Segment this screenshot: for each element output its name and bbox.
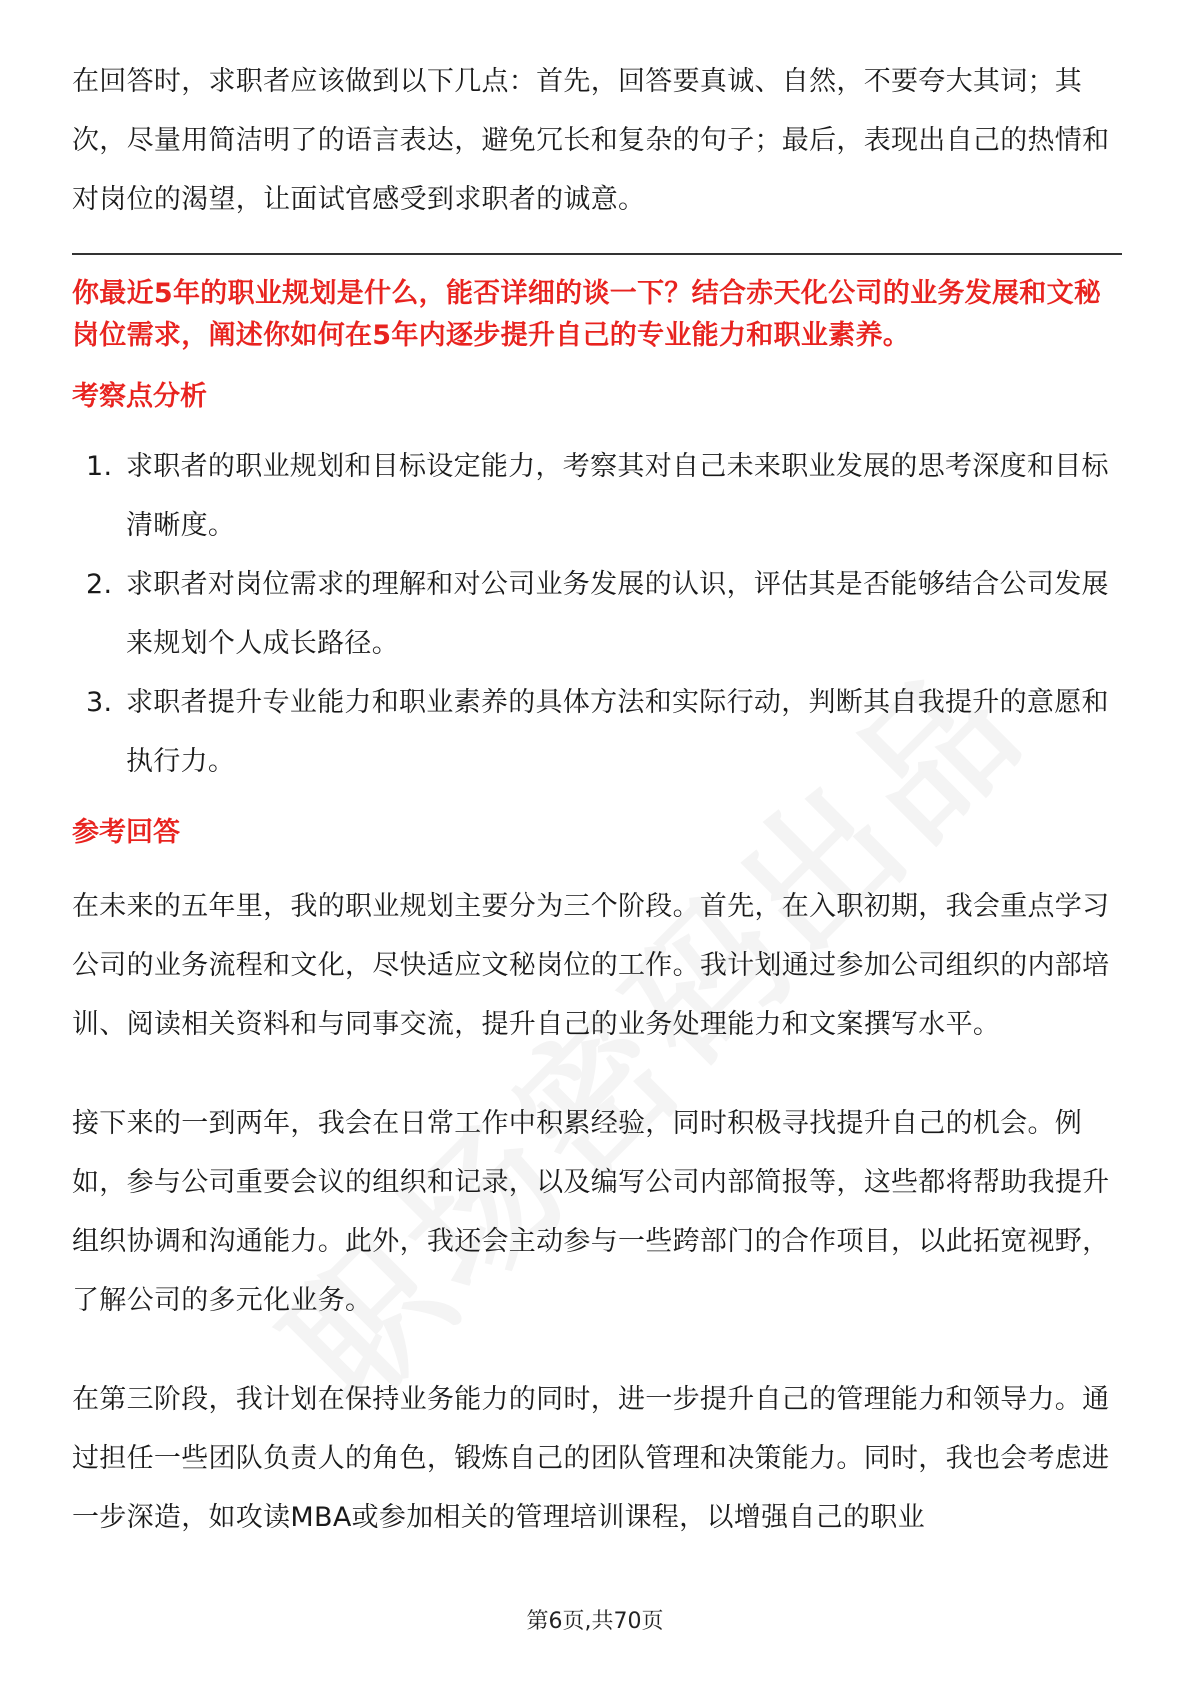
answer-heading: 参考回答: [72, 817, 180, 848]
analysis-heading: 考察点分析: [72, 381, 207, 412]
point-text: 求职者的职业规划和目标设定能力，考察其对自己未来职业发展的思考深度和目标清晰度。: [126, 451, 1109, 541]
section-divider: [72, 253, 1122, 255]
intro-paragraph: 在回答时，求职者应该做到以下几点：首先，回答要真诚、自然，不要夸大其词；其次，尽量用简洁明了的语言表达，避免冗长和复杂的句子；最后，表现出自己的热情和对岗位的渴望，让面试官感受到求职者的诚意。: [72, 66, 1110, 215]
answer-paragraph: 在第三阶段，我计划在保持业务能力的同时，进一步提升自己的管理能力和领导力。通过担任一些团队负责人的角色，锻炼自己的团队管理和决策能力。同时，我也会考虑进一步深造，如攻读MBA或参加相关的管理培训课程，以增强自己的职业: [72, 1384, 1110, 1533]
point-text: 求职者提升专业能力和职业素养的具体方法和实际行动，判断其自我提升的意愿和执行力。: [126, 687, 1109, 777]
point-number: 3.: [86, 687, 113, 718]
point-number: 1.: [86, 451, 113, 482]
analysis-list: [72, 437, 1122, 791]
answer-paragraph: 接下来的一到两年，我会在日常工作中积累经验，同时积极寻找提升自己的机会。例如，参与公司重要会议的组织和记录，以及编写公司内部简报等，这些都将帮助我提升组织协调和沟通能力。此外，我还会主动参与一些跨部门的合作项目，以此拓宽视野，了解公司的多元化业务。: [72, 1108, 1110, 1316]
page-content: [72, 52, 1122, 1547]
answer-paragraph: 在未来的五年里，我的职业规划主要分为三个阶段。首先，在入职初期，我会重点学习公司的业务流程和文化，尽快适应文秘岗位的工作。我计划通过参加公司组织的内部培训、阅读相关资料和与同事交流，提升自己的业务处理能力和文案撰写水平。: [72, 891, 1110, 1040]
page-footer: 第6页,共70页: [526, 1609, 664, 1634]
point-text: 求职者对岗位需求的理解和对公司业务发展的认识，评估其是否能够结合公司发展来规划个人成长路径。: [126, 569, 1109, 659]
analysis-point: [72, 555, 1122, 673]
question-title: 你最近5年的职业规划是什么，能否详细的谈一下？结合赤天化公司的业务发展和文秘岗位需求，阐述你如何在5年内逐步提升自己的专业能力和职业素养。: [72, 278, 1102, 351]
analysis-point: [72, 437, 1122, 555]
point-number: 2.: [86, 569, 113, 600]
analysis-point: [72, 673, 1122, 791]
